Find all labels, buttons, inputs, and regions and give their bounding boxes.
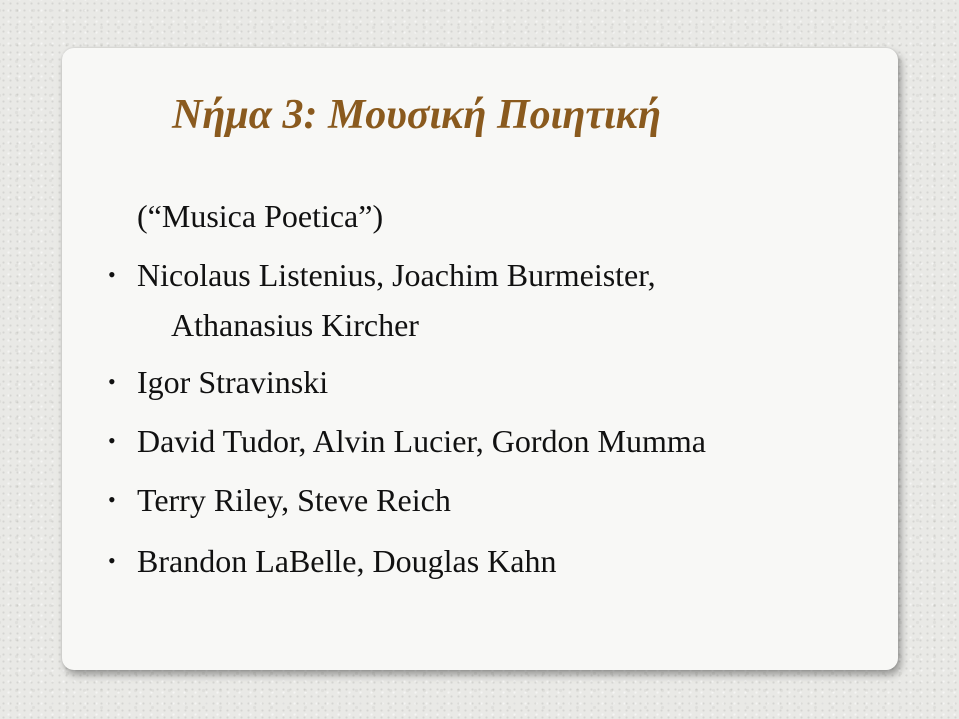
bullet-icon: • [108,487,116,512]
list-item [108,361,329,403]
slide-title: Νήμα 3: Μουσική Ποιητική [172,92,661,138]
list-item-continuation: Athanasius Kircher [171,307,419,343]
list-item-text: Brandon LaBelle, Douglas Kahn [137,543,557,579]
list-item [108,254,656,346]
list-item [108,479,451,521]
list-item-text: Nicolaus Listenius, Joachim Burmeister, [137,257,656,293]
list-item-text: Igor Stravinski [137,364,329,400]
bullet-icon: • [108,548,116,573]
bullet-icon: • [108,262,116,287]
list-item [108,420,706,462]
list-item-text: Terry Riley, Steve Reich [137,482,451,518]
list-item [108,540,557,582]
bullet-icon: • [108,369,116,394]
slide-subtitle: (“Musica Poetica”) [137,198,384,234]
bullet-icon: • [108,428,116,453]
list-item-text: David Tudor, Alvin Lucier, Gordon Mumma [137,423,706,459]
